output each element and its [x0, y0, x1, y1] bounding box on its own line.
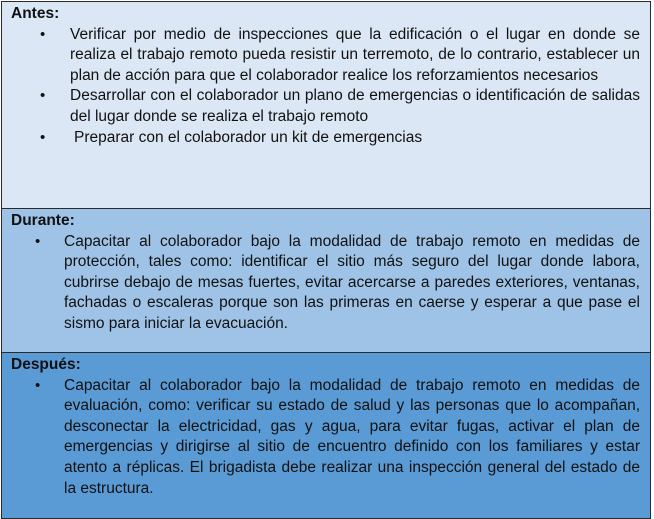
section-heading-antes: Antes:	[11, 5, 60, 22]
list-item	[11, 86, 640, 127]
bullet-icon: •	[35, 376, 41, 394]
antes-list	[11, 25, 640, 149]
list-item-text: Capacitar al colaborador bajo la modalidad de trabajo remoto en medidas de evaluación, como: verificar su estado de salud y las personas que lo acompañan, desconectar la electricidad, gas y agua, para evitar fugas, activar el plan de emergencias y dirigirse al sitio de encuentro definido con los familiares y estar atento a réplicas. El brigadista debe realizar una inspección general del estado de la estructura.	[64, 376, 640, 497]
despues-list	[11, 376, 640, 500]
list-item-text: Capacitar al colaborador bajo la modalidad de trabajo remoto en medidas de protección, tales como: identificar el sitio más seguro del lugar donde labora, cubrirse debajo de mesas fuertes, evitar acercarse a paredes exteriores, ventanas, fachadas o escaleras porque son las primeras en caerse y esperar a que pase el sismo para iniciar la evacuación.	[64, 232, 640, 332]
list-item	[11, 232, 640, 335]
section-heading-durante: Durante:	[11, 212, 75, 229]
bullet-icon: •	[35, 232, 41, 250]
list-item-text: Verificar por medio de inspecciones que la edificación o el lugar en donde se realiza el trabajo remoto pueda resistir un terremoto, de lo contrario, establecer un plan de acción para que el colaborador realice los reforzamientos necesarios	[70, 25, 640, 84]
list-item	[11, 25, 640, 87]
durante-list	[11, 232, 640, 335]
emergency-procedures-table	[1, 1, 651, 519]
list-item	[11, 376, 640, 500]
bullet-icon: •	[40, 25, 46, 43]
list-item-text: Preparar con el colaborador un kit de emergencias	[74, 128, 423, 146]
list-item-text: Desarrollar con el colaborador un plano de emergencias o identificación de salidas del lugar donde se realiza el trabajo remoto	[70, 87, 640, 125]
section-heading-despues: Después:	[11, 356, 81, 373]
section-despues	[2, 353, 650, 518]
section-durante	[2, 209, 650, 353]
bullet-icon: •	[40, 87, 46, 105]
section-antes	[2, 2, 650, 209]
bullet-icon: •	[40, 128, 46, 146]
list-item	[11, 128, 640, 149]
